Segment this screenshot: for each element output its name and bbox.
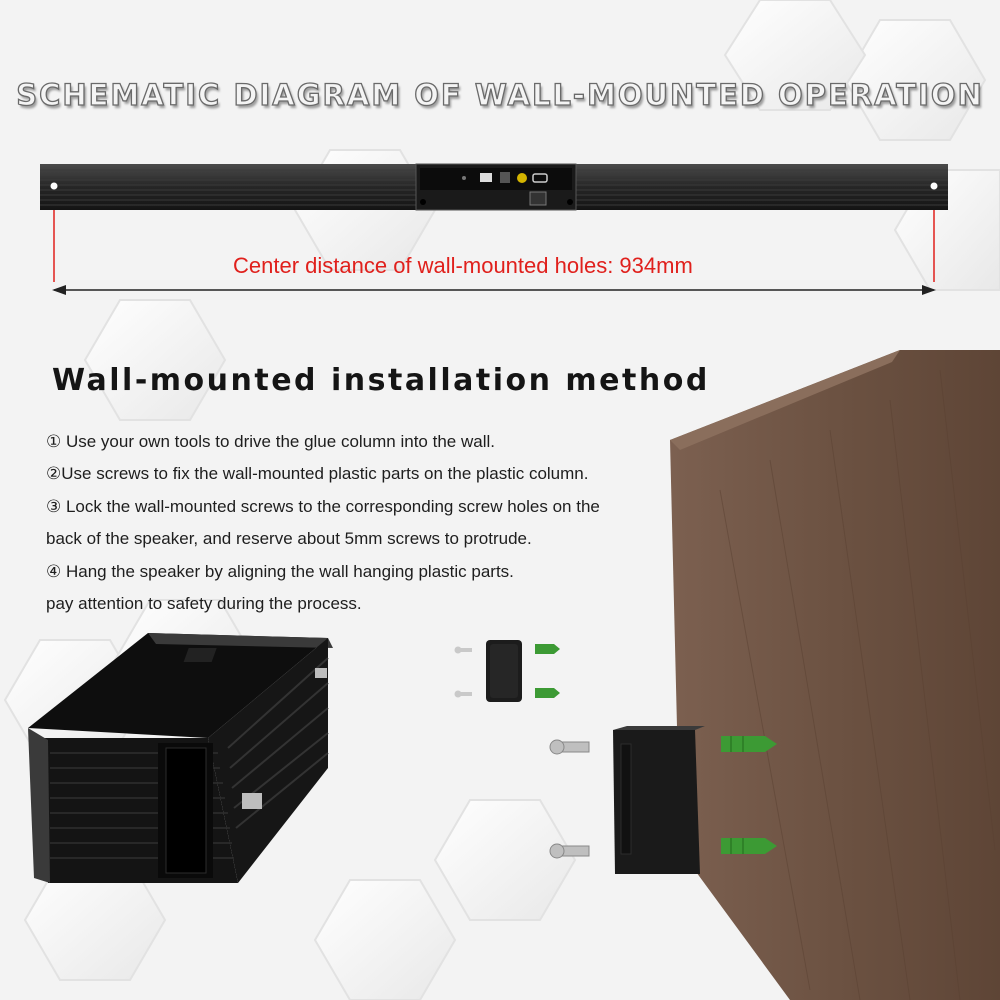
step-3-continued: back of the speaker, and reserve about 5mm screws to protrude. <box>46 529 532 549</box>
step-2: ②Use screws to fix the wall-mounted plastic parts on the plastic column. <box>46 464 589 484</box>
small-bracket-parts <box>450 632 580 712</box>
step-4: ④ Hang the speaker by aligning the wall hanging plastic parts. <box>46 561 514 581</box>
step-4-note: pay attention to safety during the process. <box>46 594 362 614</box>
large-bracket-parts <box>545 722 795 882</box>
soundbar-angled-view <box>28 628 348 898</box>
step-3: ③ Lock the wall-mounted screws to the corresponding screw holes on the <box>46 496 600 516</box>
soundbar-rear-view <box>40 162 948 214</box>
page-title: SCHEMATIC DIAGRAM OF WALL-MOUNTED OPERATION <box>16 78 984 112</box>
installation-steps <box>46 426 736 620</box>
installation-heading: Wall-mounted installation method <box>52 363 710 398</box>
step-1: ① Use your own tools to drive the glue column into the wall. <box>46 432 495 451</box>
hole-distance-label: Center distance of wall-mounted holes: 934mm <box>233 253 693 278</box>
